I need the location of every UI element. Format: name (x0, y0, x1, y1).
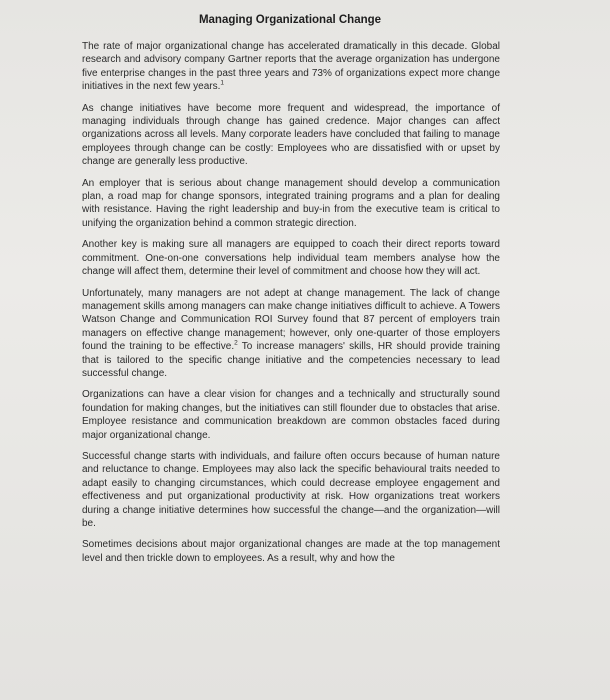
paragraph-1 (82, 40, 500, 94)
document-body (82, 40, 500, 573)
paragraph-3: An employer that is serious about change management should develop a communication plan, a road map for change sponsors, integrated training programs and a plan for dealing with resistance. Having the right leadership and buy-in from the executive team is critical to unifying the organization behind a common strategic direction. (82, 177, 500, 229)
paragraph-5 (82, 287, 500, 381)
footnote-marker: 1 (220, 79, 225, 87)
paragraph-2: As change initiatives have become more frequent and widespread, the importance of managing individuals through change has gained credence. Major changes can affect organizations across all levels. Many corporate leaders have concluded that failing to manage employees through change can be costly: Employees who are dissatisfied with or upset by change are generally less productive. (82, 102, 500, 168)
paragraph-4: Another key is making sure all managers are equipped to coach their direct reports toward commitment. One-on-one conversations help individual team members analyse how the change will affect them, determine their level of commitment and choose how they will act. (82, 239, 500, 278)
footnote-marker: 2 (234, 339, 238, 347)
paragraph-text: Unfortunately, many managers are not adept at change management. The lack of change management skills among managers can make change initiatives difficult to achieve. A Towers Watson Change and Communication ROI Survey found that 87 percent of employers train managers on effective change management; however, only one-quarter of those employers found the training to be effective. (82, 287, 500, 353)
paragraph-6: Organizations can have a clear vision for changes and a technically and structurally sound foundation for making changes, but the initiatives can still flounder due to obstacles that arise. Employee resistance and communication breakdown are common obstacles faced during major organizational change. (82, 389, 500, 441)
document-title: Managing Organizational Change (198, 14, 382, 26)
paragraph-7: Successful change starts with individuals, and failure often occurs because of human nature and reluctance to change. Employees may also lack the specific behavioural traits needed to adapt easily to changing circumstances, which could decrease employee engagement and effectiveness and put organizational productivity at risk. How organizations treat workers during a change initiative determines how successful the change—and the organization—will be. (82, 450, 500, 529)
paragraph-text-continued: To increase managers' skills, HR should provide training that is tailored to the specific change initiative and the competencies necessary to lead successful change. (82, 341, 501, 379)
paragraph-text: The rate of major organizational change has accelerated dramatically in this decade. Global research and advisory company Gartner reports that the average organization has undergone five enterprise changes in the past three years and 73% of organizations expect more change initiatives in the next few years. (82, 41, 500, 93)
paragraph-8: Sometimes decisions about major organizational changes are made at the top management level and then trickle down to employees. As a result, why and how the (82, 539, 500, 564)
